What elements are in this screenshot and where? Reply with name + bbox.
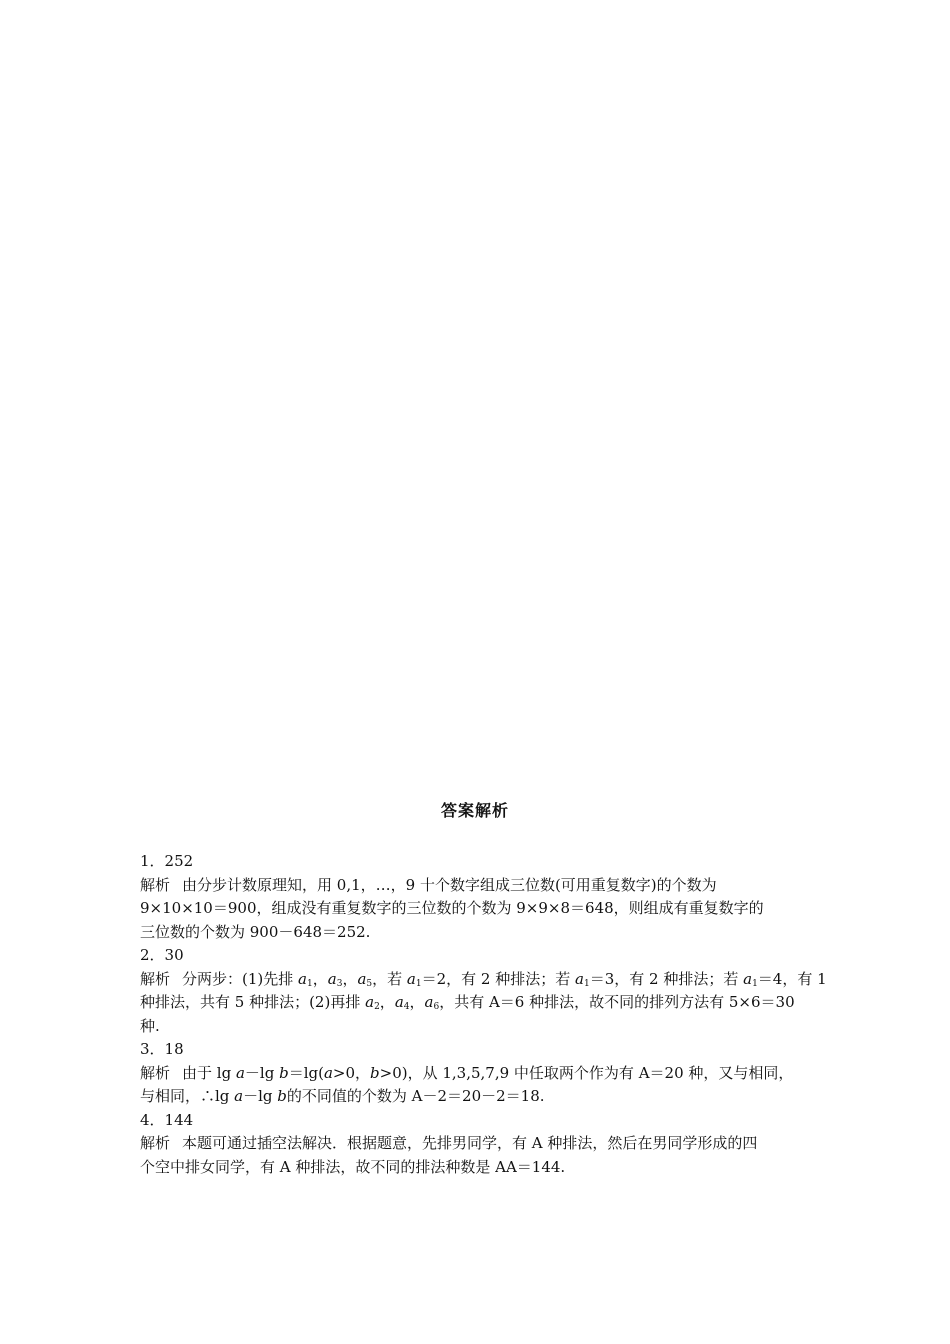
var-a: a <box>234 1087 244 1105</box>
answer-1-explanation-line-2: 9×10×10＝900，组成没有重复数字的三位数的个数为 9×9×8＝648，则组成有重复数字的 <box>140 899 764 917</box>
var-b: b <box>370 1063 380 1082</box>
var-b: b <box>279 1063 289 1082</box>
analysis-label: 解析 <box>140 1134 171 1152</box>
subscript: 5 <box>366 978 373 989</box>
analysis-label: 解析 <box>140 1063 171 1082</box>
var-a: a <box>365 993 375 1011</box>
page-title: 答案解析 <box>440 801 509 820</box>
var-a: a <box>743 969 753 988</box>
subscript: 1 <box>752 978 758 989</box>
answer-1-explanation-line-3: 三位数的个数为 900－648＝252. <box>140 922 371 941</box>
explanation-text: ， <box>312 969 328 988</box>
explanation-text: >0， <box>332 1063 371 1082</box>
explanation-text: 分两步：(1)先排 <box>182 969 299 988</box>
explanation-text: －lg <box>244 1063 280 1082</box>
explanation-text: 种排法，共有 5 种排法；(2)再排 <box>140 993 366 1011</box>
subscript: 1 <box>415 978 422 989</box>
explanation-text: －lg <box>243 1087 278 1105</box>
var-a: a <box>323 1063 333 1082</box>
var-a: a <box>394 993 404 1011</box>
answer-2-explanation-line-1 <box>140 968 827 992</box>
explanation-text: 本题可通过插空法解决．根据题意，先排男同学，有 A 种排法，然后在男同学形成的四 <box>182 1134 758 1152</box>
answer-4-explanation-line-2: 个空中排女同学，有 A 种排法，故不同的排法种数是 AA＝144. <box>140 1157 566 1176</box>
var-a: a <box>298 969 307 988</box>
var-a: a <box>327 969 337 988</box>
analysis-label: 解析 <box>140 969 171 988</box>
explanation-text: 由于 lg <box>182 1063 236 1082</box>
answer-3-number: 3．18 <box>140 1040 184 1058</box>
subscript: 6 <box>433 1002 440 1012</box>
explanation-text: ， <box>342 969 358 988</box>
answer-4-number: 4．144 <box>140 1110 194 1129</box>
var-b: b <box>277 1087 287 1105</box>
explanation-text: ，若 <box>372 969 407 988</box>
answer-2-explanation-line-2 <box>140 991 812 1015</box>
answer-3-explanation-line-2 <box>140 1085 812 1109</box>
var-a: a <box>406 969 416 988</box>
subscript: 4 <box>403 1002 410 1012</box>
subscript: 2 <box>374 1002 380 1012</box>
answer-2-explanation-line-3: 种. <box>140 1016 160 1035</box>
subscript: 1 <box>307 978 313 989</box>
answer-3-explanation-line-1 <box>140 1062 812 1086</box>
var-a: a <box>575 969 584 988</box>
explanation-text: ＝2，有 2 种排法；若 <box>421 969 576 988</box>
explanation-text: 与相同，∴lg <box>140 1087 235 1105</box>
answer-1-explanation-line-1 <box>140 874 812 898</box>
var-a: a <box>357 969 367 988</box>
subscript: 1 <box>583 978 590 989</box>
explanation-text: >0)，从 1,3,5,7,9 中任取两个作为有 A＝20 种，又与相同， <box>379 1063 794 1082</box>
explanation-text: 的不同值的个数为 A－2＝20－2＝18. <box>286 1087 545 1105</box>
answer-1-number: 1．252 <box>140 852 194 870</box>
explanation-text: ，共有 A＝6 种排法，故不同的排列方法有 5×6＝30 <box>439 993 795 1011</box>
explanation-text: 由分步计数原理知，用 0,1，…，9 十个数字组成三位数(可用重复数字)的个数为 <box>182 875 717 894</box>
subscript: 3 <box>336 978 343 989</box>
var-a: a <box>424 993 434 1011</box>
answer-2-number: 2．30 <box>140 946 184 964</box>
explanation-text: ＝3，有 2 种排法；若 <box>589 969 744 988</box>
explanation-text: ， <box>409 993 425 1011</box>
explanation-text: ＝lg( <box>288 1063 324 1082</box>
explanation-text: ＝4，有 1 <box>757 969 827 988</box>
answer-4-explanation-line-1 <box>140 1132 812 1156</box>
var-a: a <box>235 1063 245 1082</box>
answer-section <box>140 850 827 1179</box>
analysis-label: 解析 <box>140 875 171 894</box>
explanation-text: ， <box>379 993 395 1011</box>
